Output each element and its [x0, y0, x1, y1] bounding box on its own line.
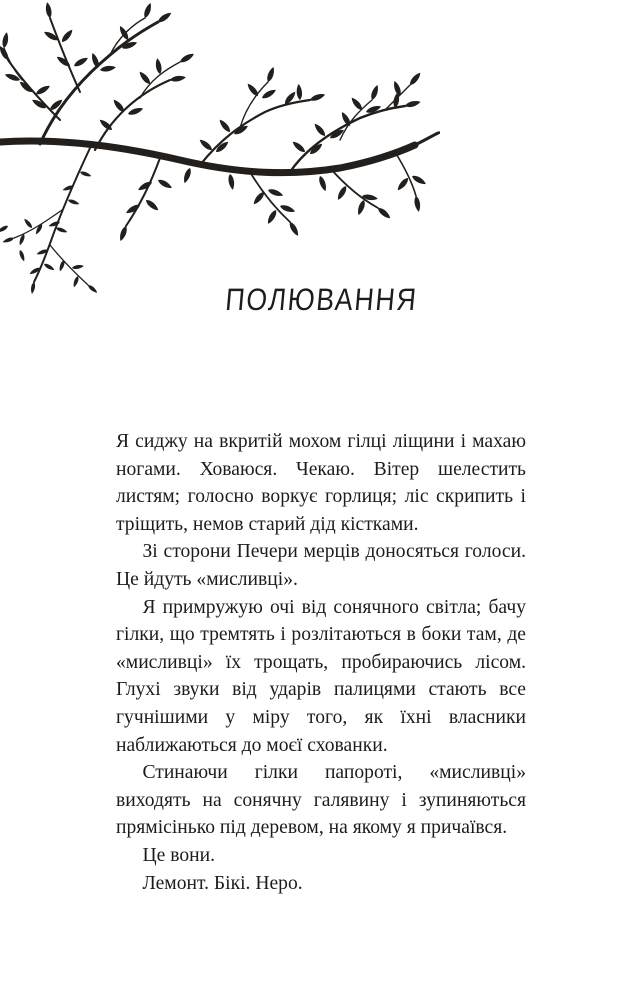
paragraph: Лемонт. Бікі. Неро. [142, 872, 303, 894]
chapter-body [116, 428, 526, 897]
tree-branch-icon [0, 0, 440, 320]
chapter-title: ПОЛЮВАННЯ [223, 282, 420, 317]
paragraph: Я сиджу на вкритій мохом гілці ліщини і махаю ногами. Ховаюся. Чекаю. Вітер шелестить листям; голосно воркує горлиця; ліс скрипить і тріщить, немов старий дід кістками. [116, 431, 526, 535]
paragraph: Стинаючи гілки папороті, «мисливці» виходять на сонячну галявину і зупиняються прямісінько під деревом, на якому я причаївся. [116, 762, 526, 839]
paragraph: Зі сторони Печери мерців доносяться голоси. Це йдуть «мисливці». [116, 541, 526, 590]
paragraph: Я примружую очі від сонячного світла; бачу гілки, що тремтять і розлітаються в боки там, де «мисливці» їх трощать, пробираючись лісом. Глухі звуки від ударів палицями стають все гучнішими у міру того, як їхні власники наближаються до моєї схованки. [116, 596, 526, 756]
paragraph: Це вони. [142, 844, 215, 866]
